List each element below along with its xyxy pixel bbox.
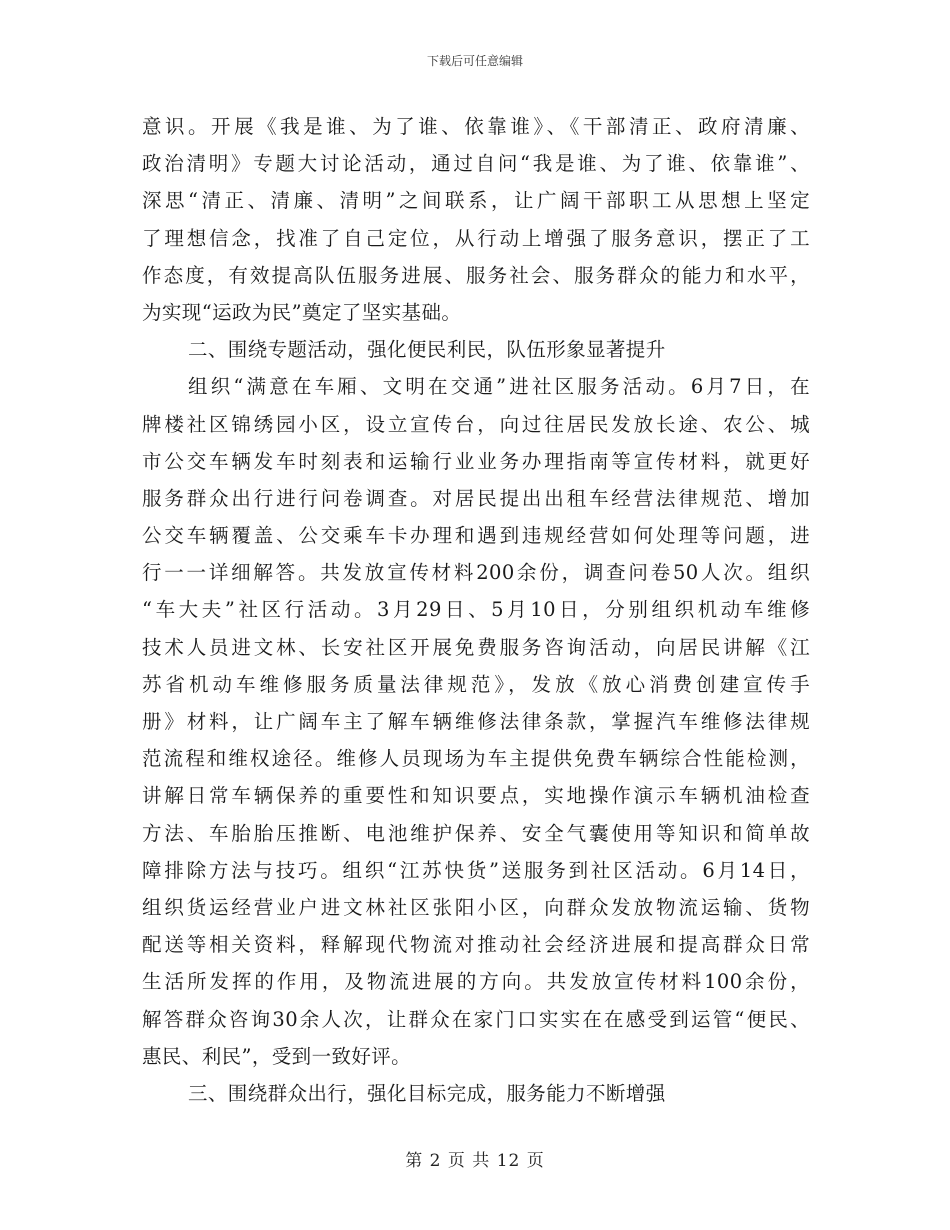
text-line: 了理想信念，找准了自己定位，从行动上增强了服务意识，摆正了工	[142, 226, 810, 250]
text-line: 组织货运经营业户进文林社区张阳小区，向群众发放物流运输、货物	[142, 895, 810, 919]
text-line: 作态度，有效提高队伍服务进展、服务社会、服务群众的能力和水平，	[142, 263, 810, 287]
text-line: 公交车辆覆盖、公交乘车卡办理和遇到违规经营如何处理等问题，进	[142, 524, 810, 548]
text-line: 政治清明》专题大讨论活动，通过自问“我是谁、为了谁、依靠谁”、	[142, 152, 810, 176]
text-line: 范流程和维权途径。维修人员现场为车主提供免费车辆综合性能检测，	[142, 747, 810, 771]
text-line: 深思“清正、清廉、清明”之间联系，让广阔干部职工从思想上坚定	[142, 189, 810, 213]
text-line: 配送等相关资料，释解现代物流对推动社会经济进展和提高群众日常	[142, 933, 810, 957]
paragraph-heading-line: 二、围绕专题活动，强化便民利民，队伍形象显著提升	[188, 338, 666, 362]
text-line: 册》材料，让广阔车主了解车辆维修法律条款，掌握汽车维修法律规	[142, 710, 810, 733]
text-line: 技术人员进文林、长安社区开展免费服务咨询活动，向居民讲解《江	[142, 635, 810, 659]
page-header: 下载后可任意编辑	[426, 54, 523, 68]
text-line: 生活所发挥的作用，及物流进展的方向。共发放宣传材料100余份，	[142, 970, 810, 994]
text-line: 服务群众出行进行问卷调查。对居民提出出租车经营法律规范、增加	[142, 486, 810, 510]
text-line: 为实现“运政为民”奠定了坚实基础。	[142, 300, 462, 324]
text-line: 解答群众咨询30余人次，让群众在家门口实实在在感受到运管“便民、	[142, 1007, 810, 1031]
paragraph-heading-line: 三、围绕群众出行，强化目标完成，服务能力不断增强	[188, 1081, 666, 1105]
text-line: 障排除方法与技巧。组织“江苏快货”送服务到社区活动。6月14日，	[142, 858, 810, 882]
paragraph-heading-line: 组织“满意在车厢、文明在交通”进社区服务活动。6月7日，在	[188, 375, 810, 399]
page-footer: 第 2 页 共 12 页	[405, 1151, 545, 1171]
text-line: 市公交车辆发车时刻表和运输行业业务办理指南等宣传材料，就更好	[142, 449, 810, 473]
text-line: 讲解日常车辆保养的重要性和知识要点，实地操作演示车辆机油检查	[142, 784, 810, 808]
text-line: 惠民、利民”，受到一致好评。	[142, 1044, 412, 1068]
text-line: 意识。开展《我是谁、为了谁、依靠谁》、《干部清正、政府清廉、	[142, 115, 810, 138]
text-line: “车大夫”社区行活动。3月29日、5月10日，分别组织机动车维修	[142, 598, 810, 622]
text-line: 行一一详细解答。共发放宣传材料200余份，调查问卷50人次。组织	[142, 561, 810, 585]
document-body	[142, 108, 810, 1112]
text-line: 方法、车胎胎压推断、电池维护保养、安全气囊使用等知识和简单故	[142, 821, 810, 845]
text-line: 牌楼社区锦绣园小区，设立宣传台，向过往居民发放长途、农公、城	[142, 412, 810, 436]
text-line: 苏省机动车维修服务质量法律规范》，发放《放心消费创建宣传手	[142, 672, 810, 696]
